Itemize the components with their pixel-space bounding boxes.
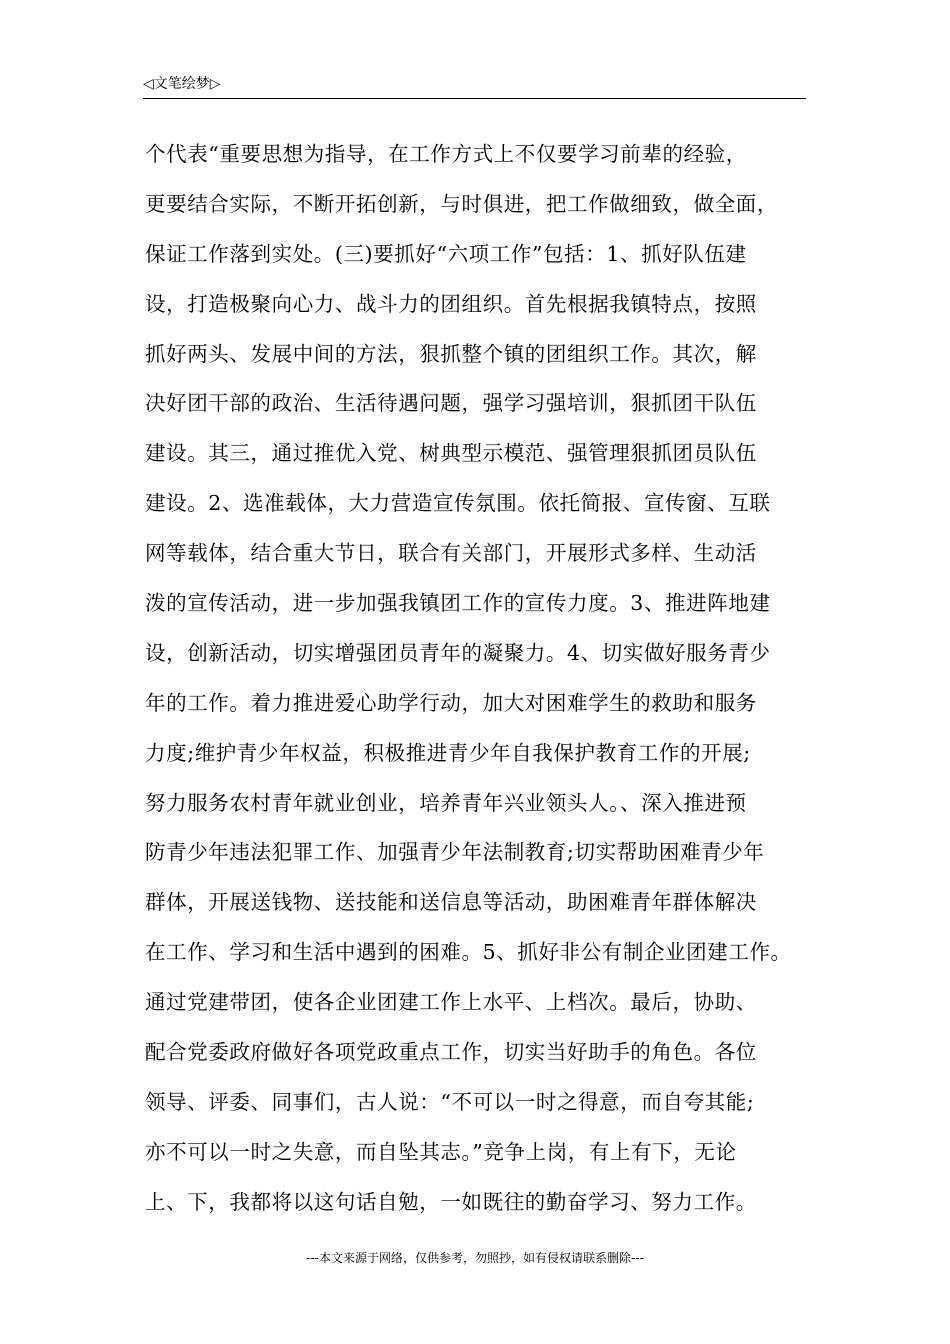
body-line: 通过党建带团，使各企业团建工作上水平、上档次。最后，协助、 — [145, 990, 757, 1015]
body-line: 力度;维护青少年权益，积极推进青少年自我保护教育工作的开展; — [145, 740, 751, 765]
page-footer: ---本文来源于网络，仅供参考，勿照抄，如有侵权请联系删除--- — [306, 1251, 644, 1265]
body-line: 建设。2、选准载体，大力营造宣传氛围。依托简报、宣传窗、互联 — [145, 491, 771, 516]
body-line: 泼的宣传活动，进一步加强我镇团工作的宣传力度。3、推进阵地建 — [145, 591, 771, 616]
body-line: 领导、评委、同事们，古人说：“不可以一时之得意，而自夸其能; — [145, 1089, 755, 1114]
body-line: 保证工作落到实处。(三)要抓好“六项工作”包括：1、抓好队伍建 — [145, 241, 747, 266]
body-line: 抓好两头、发展中间的方法，狠抓整个镇的团组织工作。其次，解 — [145, 341, 757, 366]
body-line: 防青少年违法犯罪工作、加强青少年法制教育;切实帮助困难青少年 — [145, 840, 765, 865]
body-line: 决好团干部的政治、生活待遇问题，强学习强培训，狠抓团干队伍 — [145, 391, 757, 416]
body-line: 配合党委政府做好各项党政重点工作，切实当好助手的角色。各位 — [145, 1040, 757, 1065]
body-line: 建设。其三，通过推优入党、树典型示模范、强管理狠抓团员队伍 — [145, 441, 757, 466]
body-line: 网等载体，结合重大节日，联合有关部门，开展形式多样、生动活 — [145, 541, 757, 566]
body-line: 设，打造极聚向心力、战斗力的团组织。首先根据我镇特点，按照 — [145, 291, 757, 316]
page-header — [143, 74, 806, 99]
header-title: ◁文笔绘梦▷ — [143, 76, 221, 92]
body-line: 亦不可以一时之失意，而自坠其志。”竞争上岗，有上有下，无论 — [145, 1139, 737, 1164]
body-line: 群体，开展送钱物、送技能和送信息等活动，助困难青年群体解决 — [145, 890, 757, 915]
body-line: 个代表“重要思想为指导，在工作方式上不仅要学习前辈的经验， — [145, 142, 747, 166]
document-body — [145, 130, 825, 1228]
body-line: 努力服务农村青年就业创业，培养青年兴业领头人。、深入推进预 — [145, 790, 747, 815]
body-line: 设，创新活动，切实增强团员青年的凝聚力。4、切实做好服务青少 — [145, 640, 771, 665]
body-line: 年的工作。着力推进爱心助学行动，加大对困难学生的救助和服务 — [145, 690, 757, 715]
body-line: 在工作、学习和生活中遇到的困难。5、抓好非公有制企业团建工作。 — [145, 940, 792, 965]
body-line: 更要结合实际，不断开拓创新，与时俱进，把工作做细致，做全面， — [145, 191, 778, 216]
body-line: 上、下，我都将以这句话自勉，一如既往的勤奋学习、努力工作。 — [145, 1189, 757, 1214]
